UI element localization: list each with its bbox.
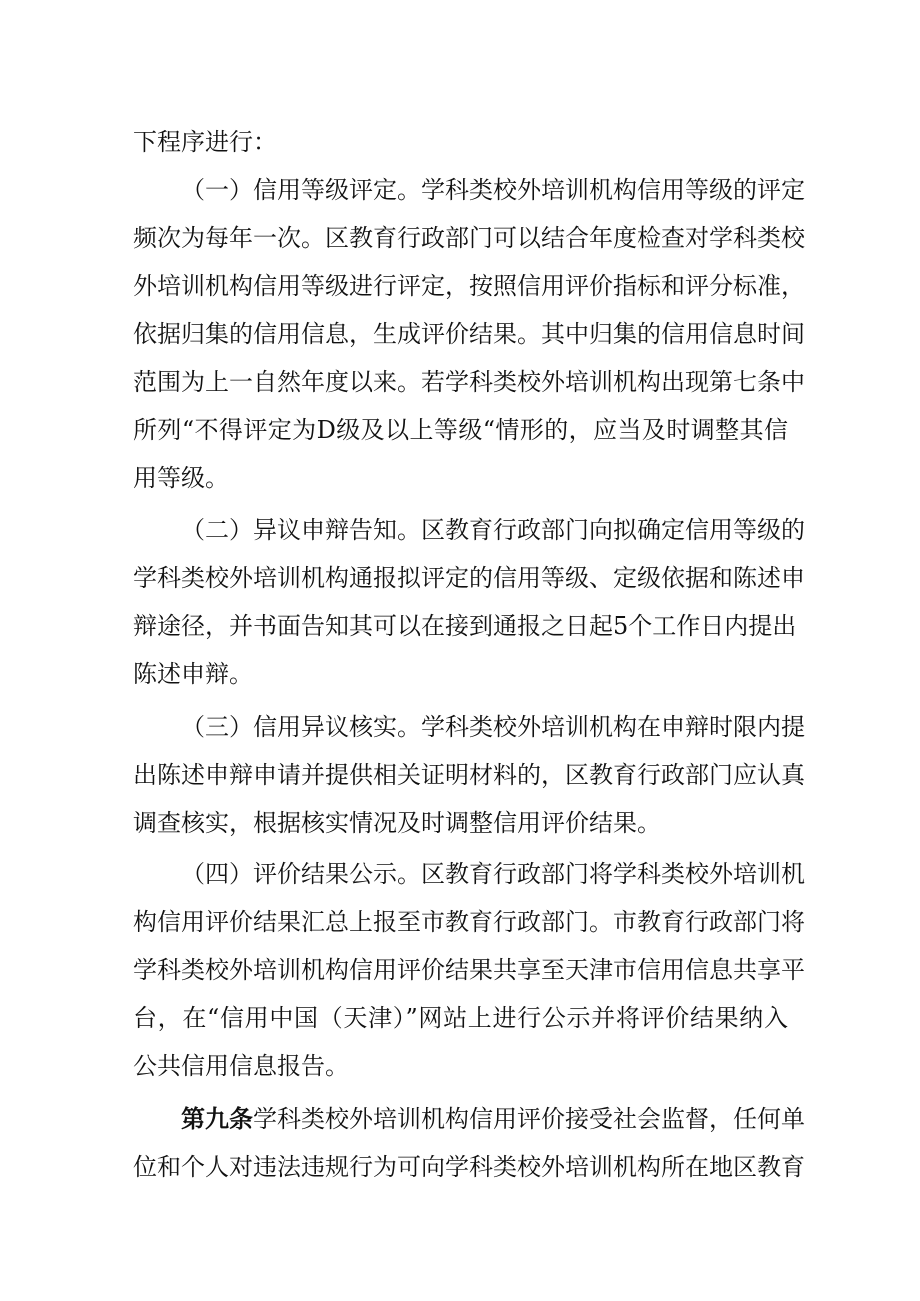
text-line: （一）信用等级评定。学科类校外培训机构信用等级的评定 bbox=[181, 176, 805, 204]
text-line: 频次为每年一次。区教育行政部门可以结合年度检查对学科类校 bbox=[133, 224, 805, 252]
text-line: 位和个人对违法违规行为可向学科类校外培训机构所在地区教育 bbox=[133, 1153, 805, 1181]
text-line: 学科类校外培训机构信用评价结果共享至天津市信用信息共享平 bbox=[133, 956, 805, 984]
text-line: （四）评价结果公示。区教育行政部门将学科类校外培训机 bbox=[181, 860, 805, 888]
text-line: 调查核实，根据核实情况及时调整信用评价结果。 bbox=[133, 809, 661, 837]
text-line: 辩途径，并书面告知其可以在接到通报之日起5个工作日内提出 bbox=[133, 612, 797, 640]
text-line: 台，在“信用中国（天津）”网站上进行公示并将评价结果纳入 bbox=[133, 1004, 788, 1032]
text-line: 下程序进行： bbox=[133, 128, 277, 156]
text-line: 依据归集的信用信息，生成评价结果。其中归集的信用信息时间 bbox=[133, 320, 805, 348]
text-line: 范围为上一自然年度以来。若学科类校外培训机构出现第七条中 bbox=[133, 368, 805, 396]
text-line: 构信用评价结果汇总上报至市教育行政部门。市教育行政部门将 bbox=[133, 908, 805, 936]
text-line: 学科类校外培训机构通报拟评定的信用等级、定级依据和陈述申 bbox=[133, 564, 805, 592]
article-text: 学科类校外培训机构信用评价接受社会监督，任何单 bbox=[253, 1105, 805, 1133]
text-line bbox=[133, 1095, 805, 1143]
paragraph-objection-notice bbox=[133, 506, 805, 698]
paragraph-result-publicity bbox=[133, 850, 805, 1090]
text-line: 陈述申辩。 bbox=[133, 660, 253, 688]
text-line: 公共信用信息报告。 bbox=[133, 1052, 349, 1080]
text-line: 所列“不得评定为D级及以上等级“情形的，应当及时调整其信 bbox=[133, 416, 788, 444]
paragraph-article-nine bbox=[133, 1095, 805, 1191]
article-label: 第九条 bbox=[181, 1104, 253, 1133]
text-line: 外培训机构信用等级进行评定，按照信用评价指标和评分标准， bbox=[133, 272, 805, 300]
paragraph-objection-verify bbox=[133, 703, 805, 847]
paragraph-credit-rating bbox=[133, 166, 805, 502]
text-line: （二）异议申辩告知。区教育行政部门向拟确定信用等级的 bbox=[181, 516, 805, 544]
paragraph-continuation bbox=[133, 118, 788, 166]
text-line: 用等级。 bbox=[133, 464, 229, 492]
text-line: （三）信用异议核实。学科类校外培训机构在申辩时限内提 bbox=[181, 713, 805, 741]
text-line: 出陈述申辩申请并提供相关证明材料的，区教育行政部门应认真 bbox=[133, 761, 805, 789]
